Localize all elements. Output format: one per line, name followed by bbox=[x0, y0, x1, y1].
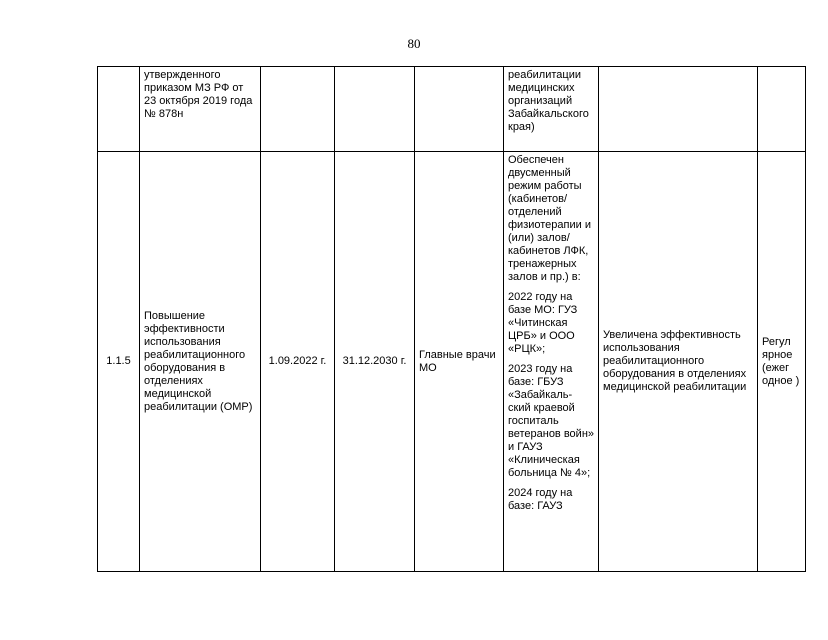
cell-indicator bbox=[504, 67, 599, 152]
table-row bbox=[98, 67, 806, 152]
cell-start-date bbox=[261, 67, 335, 152]
cell-responsible bbox=[415, 67, 504, 152]
cell-end-date bbox=[335, 67, 415, 152]
indicator-paragraph: Обеспечен двусменный режим работы (кабинетов/ отделений физиотерапии и (или) залов/ кабинетов ЛФК, тренажерных залов и пр.) в: bbox=[508, 154, 591, 283]
cell-number bbox=[98, 67, 140, 152]
indicator-paragraph: 2022 году на базе МО: ГУЗ «Читинская ЦРБ» и ООО «РЦК»; bbox=[508, 291, 578, 355]
cell-end-date: 31.12.2030 г. bbox=[335, 152, 415, 572]
table-row bbox=[98, 152, 806, 572]
cell-action: Повышение эффективности использования реабилитационного оборудования в отделениях медицинской реабилитации (ОМР) bbox=[140, 152, 261, 572]
indicator-paragraph: 2023 году на базе: ГБУЗ «Забайкаль-ский краевой госпиталь ветеранов войн» и ГАУЗ «Клиническая больница № 4»; bbox=[508, 363, 595, 479]
cell-result bbox=[599, 67, 758, 152]
cell-frequency bbox=[758, 67, 806, 152]
cell-indicator bbox=[504, 152, 599, 572]
indicator-paragraph: реабилитации медицинских организаций Забайкальского края) bbox=[508, 69, 589, 133]
cell-start-date: 1.09.2022 г. bbox=[261, 152, 335, 572]
page-number: 80 bbox=[407, 36, 421, 51]
cell-number: 1.1.5 bbox=[98, 152, 140, 572]
cell-result: Увеличена эффективность использования реабилитационного оборудования в отделениях медицинской реабилитации bbox=[599, 152, 758, 572]
cell-action: утвержденного приказом МЗ РФ от 23 октября 2019 года № 878н bbox=[140, 67, 261, 152]
indicator-paragraph: 2024 году на базе: ГАУЗ bbox=[508, 487, 573, 512]
cell-frequency: Регул ярное (ежег одное ) bbox=[758, 152, 806, 572]
measures-table bbox=[97, 66, 806, 572]
cell-responsible: Главные врачи МО bbox=[415, 152, 504, 572]
